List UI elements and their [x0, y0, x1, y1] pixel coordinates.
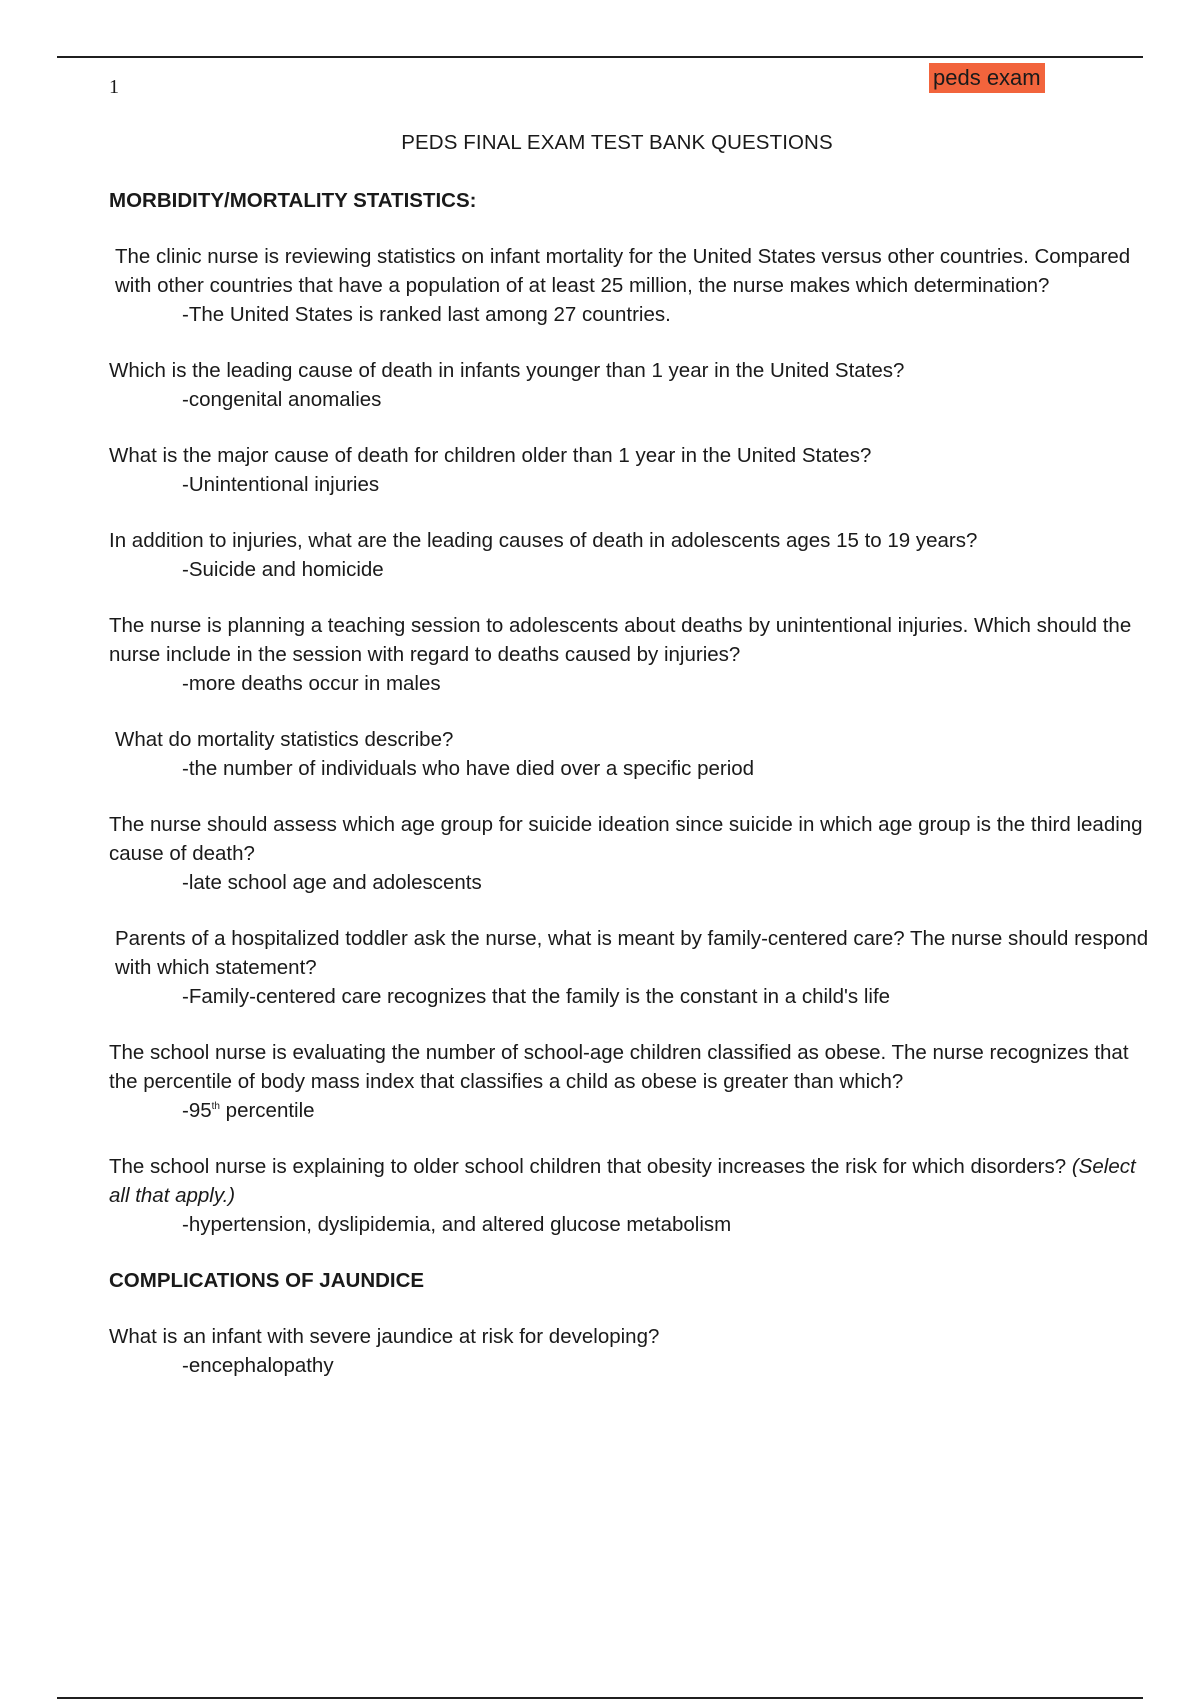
answer-text [109, 1096, 1149, 1125]
answer-text: -encephalopathy [182, 1354, 334, 1377]
document-title: PEDS FINAL EXAM TEST BANK QUESTIONS [401, 131, 833, 154]
question-text: In addition to injuries, what are the leading causes of death in adolescents ages 15 to 19 years? [109, 529, 978, 552]
qa-item [109, 725, 1149, 783]
question-instruction: (Select all that apply.) [109, 1155, 1136, 1207]
question-text: Parents of a hospitalized toddler ask the nurse, what is meant by family-centered care? The nurse should respond with which statement? [115, 927, 1149, 979]
qa-item [109, 441, 1149, 499]
document-body [109, 186, 1149, 1407]
answer-text: -congenital anomalies [182, 388, 382, 411]
answer-text: -The United States is ranked last among 27 countries. [182, 303, 671, 326]
question-text: The clinic nurse is reviewing statistics on infant mortality for the United States versus other countries. Compared with other countries that have a population of at least 25 million, the nurse makes which determination? [115, 245, 1131, 297]
qa-item [109, 924, 1149, 1011]
page-number: 1 [109, 76, 119, 98]
qa-item [109, 356, 1149, 414]
question-text [109, 1152, 1149, 1210]
question-text: What do mortality statistics describe? [115, 728, 454, 751]
header-rule [57, 56, 1143, 58]
footer-rule [57, 1697, 1143, 1699]
qa-item [109, 1038, 1149, 1125]
answer-text: -the number of individuals who have died over a specific period [182, 757, 755, 780]
answer-text: -Family-centered care recognizes that the family is the constant in a child's life [182, 985, 891, 1008]
answer-text: -late school age and adolescents [182, 871, 482, 894]
qa-item [109, 242, 1149, 329]
question-text: What is an infant with severe jaundice at risk for developing? [109, 1325, 660, 1348]
section-heading-jaundice: COMPLICATIONS OF JAUNDICE [109, 1269, 425, 1292]
answer-text: -Suicide and homicide [182, 558, 384, 581]
qa-item [109, 611, 1149, 698]
question-text: The school nurse is evaluating the number of school-age children classified as obese. The nurse recognizes that the percentile of body mass index that classifies a child as obese is greater than which? [109, 1041, 1129, 1093]
question-text: Which is the leading cause of death in infants younger than 1 year in the United States? [109, 359, 905, 382]
qa-item [109, 1322, 1149, 1380]
answer-prefix: -95 [182, 1099, 212, 1122]
question-text: What is the major cause of death for children older than 1 year in the United States? [109, 444, 872, 467]
answer-text: -hypertension, dyslipidemia, and altered glucose metabolism [182, 1213, 732, 1236]
qa-item [109, 526, 1149, 584]
qa-item [109, 810, 1149, 897]
section-heading-morbidity: MORBIDITY/MORTALITY STATISTICS: [109, 189, 477, 212]
answer-text: -more deaths occur in males [182, 672, 441, 695]
answer-text: -Unintentional injuries [182, 473, 380, 496]
peds-exam-highlight-tag: peds exam [929, 63, 1045, 93]
answer-suffix: percentile [219, 1099, 315, 1122]
qa-item [109, 1152, 1149, 1239]
ordinal-superscript: th [211, 1101, 220, 1112]
question-main: The school nurse is explaining to older school children that obesity increases the risk for which disorders? [109, 1155, 1067, 1178]
question-text: The nurse is planning a teaching session to adolescents about deaths by unintentional injuries. Which should the nurse include in the session with regard to deaths caused by injuries? [109, 614, 1132, 666]
question-text: The nurse should assess which age group for suicide ideation since suicide in which age group is the third leading cause of death? [109, 813, 1143, 865]
